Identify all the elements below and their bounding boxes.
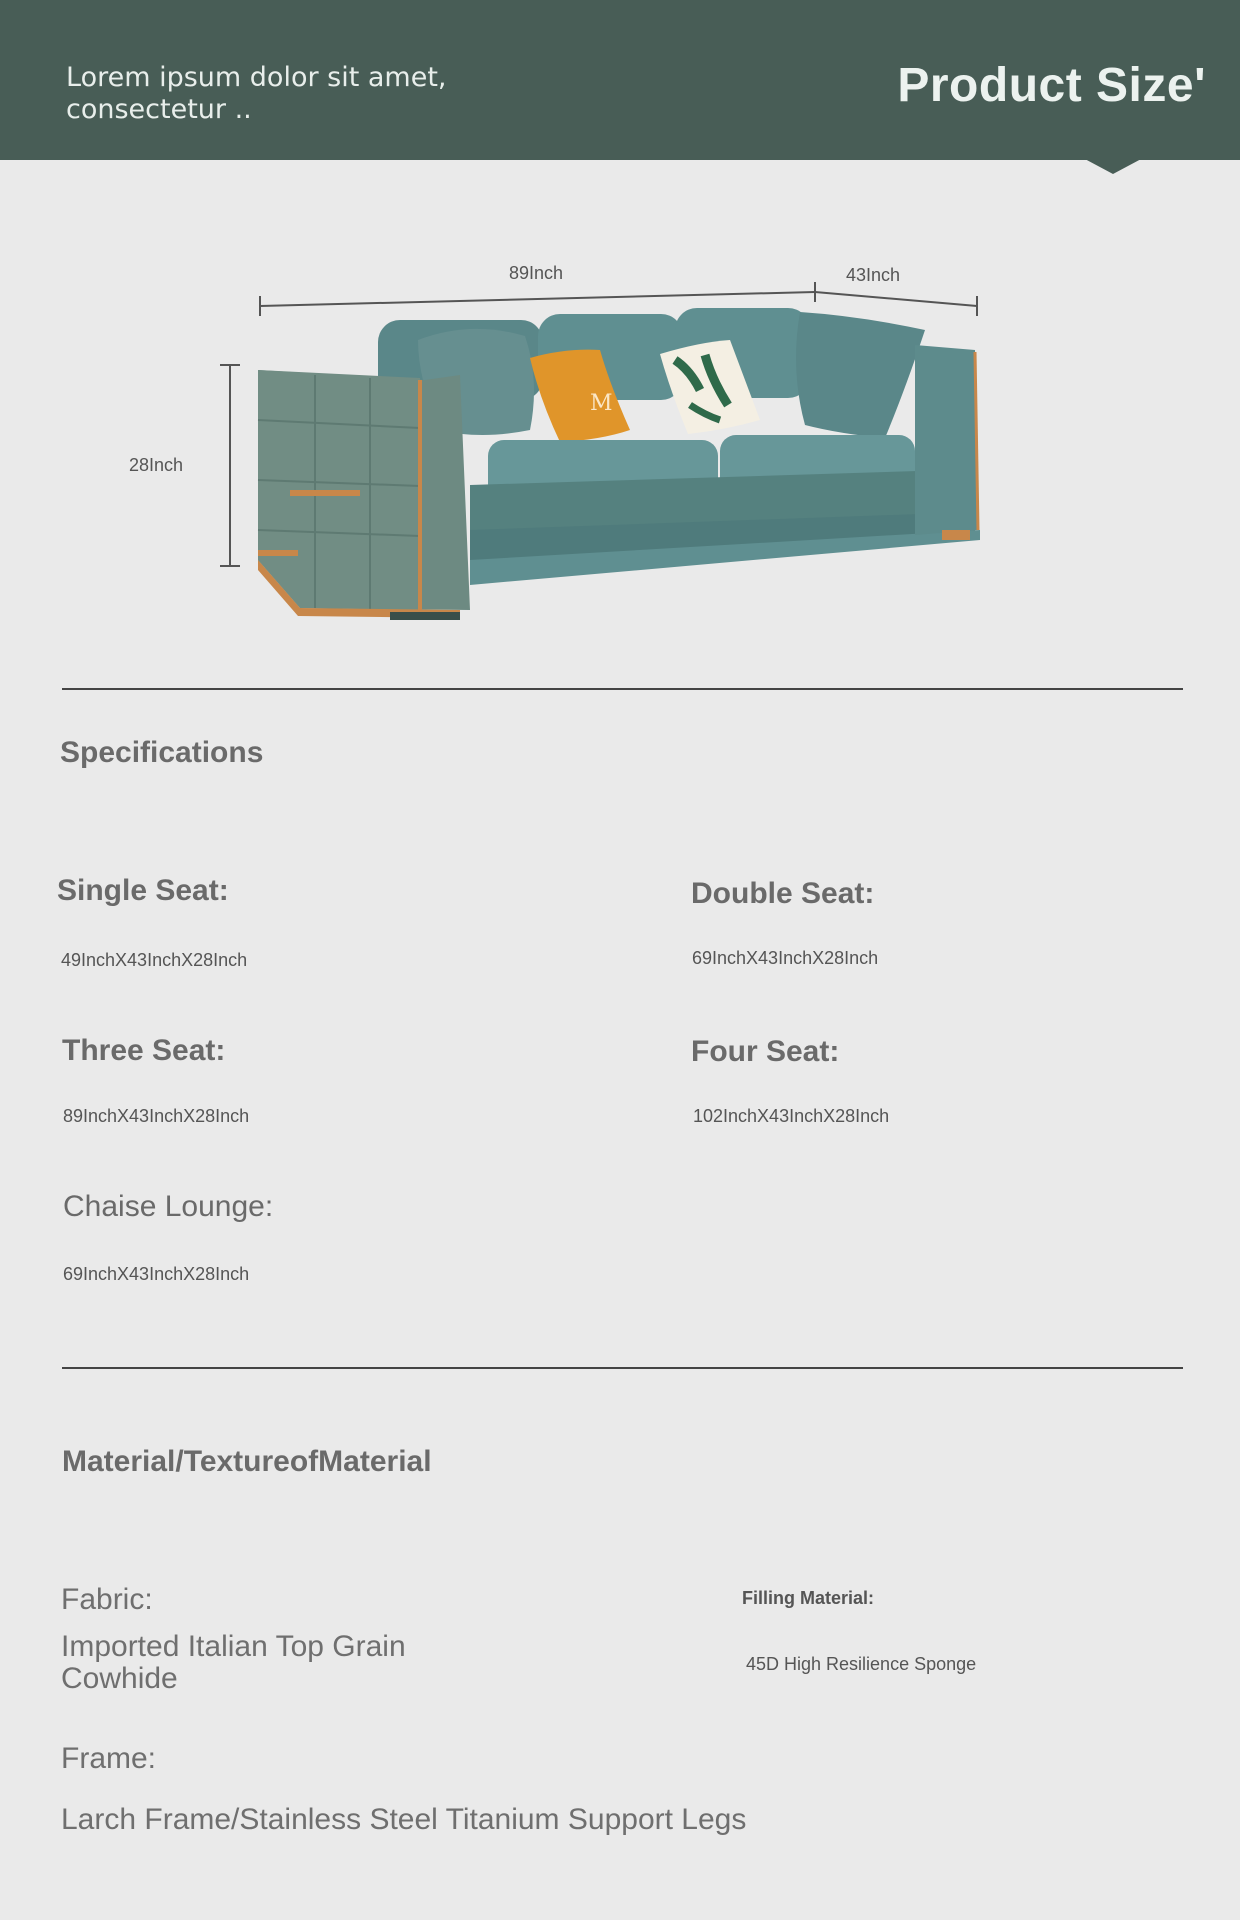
- sofa-dimension-figure: [0, 230, 1240, 630]
- single-seat-value: 49InchX43InchX28Inch: [61, 950, 248, 970]
- frame-value: Larch Frame/Stainless Steel Titanium Support Legs: [61, 1803, 747, 1836]
- section-divider: [62, 688, 1183, 690]
- length-dimension-line: [260, 292, 815, 306]
- frame-label: Frame:: [61, 1742, 157, 1775]
- chaise-lounge-value: 69InchX43InchX28Inch: [63, 1264, 250, 1284]
- sofa-illustration: [0, 230, 1240, 630]
- double-seat-value: 69InchX43InchX28Inch: [692, 948, 879, 968]
- section-divider: [62, 1367, 1183, 1369]
- length-label: 89Inch: [509, 263, 564, 283]
- chaise-lounge-label: Chaise Lounge:: [63, 1190, 274, 1223]
- single-seat-label: Single Seat:: [57, 874, 229, 907]
- height-label: 28Inch: [129, 455, 184, 475]
- header-subtitle: Lorem ipsum dolor sit amet, consectetur ..: [66, 62, 447, 125]
- depth-label: 43Inch: [846, 265, 901, 285]
- three-seat-label: Three Seat:: [62, 1034, 226, 1067]
- specifications-heading: Specifications: [60, 736, 264, 769]
- fabric-value: Imported Italian Top Grain Cowhide: [61, 1630, 406, 1695]
- double-seat-label: Double Seat:: [691, 877, 875, 910]
- material-heading: Material/TextureofMaterial: [62, 1445, 432, 1478]
- four-seat-value: 102InchX43InchX28Inch: [693, 1106, 890, 1126]
- header-notch: [1083, 158, 1143, 174]
- filling-material-label: Filling Material:: [742, 1588, 875, 1608]
- page-title: Product Size': [897, 59, 1206, 112]
- three-seat-value: 89InchX43InchX28Inch: [63, 1106, 250, 1126]
- right-pillow: [796, 312, 925, 438]
- depth-dimension-line: [815, 292, 977, 306]
- four-seat-label: Four Seat:: [691, 1035, 840, 1068]
- fabric-label: Fabric:: [61, 1583, 153, 1616]
- filling-material-value: 45D High Resilience Sponge: [746, 1654, 977, 1674]
- right-arm: [915, 345, 978, 535]
- pillow-monogram: M: [590, 391, 613, 416]
